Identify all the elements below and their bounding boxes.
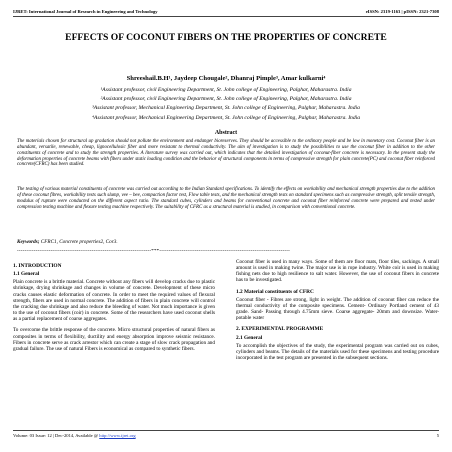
section-heading: 2. EXPERIMENTAL PROGRAMME xyxy=(236,326,324,333)
keywords-text: CFRC1, Concrete properties2, Cor3. xyxy=(40,239,118,245)
subsection-heading: 2.1 General xyxy=(236,334,263,341)
affiliation: ¹Assistant professor, civil Engineering Department, St. John college of Engineering, Palghar, Maharastra. India xyxy=(100,87,352,93)
keywords xyxy=(17,239,435,245)
journal-link[interactable]: http://www.ijret.org xyxy=(99,433,136,438)
body-paragraph: To accomplish the objectives of the study, the experimental program was carried out on cubes, cylinders and beams. The details of the materials used for these specimens and testing procedure incorporated in the test program are presented in the subsequent sections. xyxy=(236,342,439,362)
section-separator: ------------------------------------------------------------------------***---------------------------------------------------------------------- xyxy=(17,249,290,254)
subsection-heading: 1.2 Material constituents of CFRC xyxy=(236,288,314,295)
left-column xyxy=(13,259,215,357)
header-rule xyxy=(13,16,439,17)
paper-title: EFFECTS OF COCONUT FIBERS ON THE PROPERTIES OF CONCRETE xyxy=(65,32,387,43)
body-paragraph: To overcome the brittle response of the concrete. Micro structural properties of natural fibers as composites in terms of flexibility, ductility and energy absorption improve seismic resistance. Fibers in concrete serve as crack arrestor which can create a stage of slow crack propagation and gradual failure. The use of natural Fibers is economical as compared to synthetic fibers. xyxy=(13,327,215,352)
body-paragraph: Coconut fiber is used in many ways. Some of them are floor mats, floor tiles, sackings. A small amount is used in making twine. The major use is in rope industry. White coir is used in making fishing nets due to high resilience to salt water. However, the use of coconut fibers in concrete has to be investigated. xyxy=(236,259,439,284)
page-number: 5 xyxy=(436,433,439,438)
section-heading: 1. INTRODUCTION xyxy=(13,263,62,269)
body-paragraph: Plain concrete is a brittle material. Concrete without any fibers will develop cracks due to plastic shrinkage, drying shrinkage and changes in volume of concrete. Development of these micro cracks causes elastic deformation of concrete. In order to meet the required values of flexural strength, fibers are used in normal concrete. The addition of fibers in plain concrete will control the cracking due shrinkage and also reduce the bleeding of water. Not much importance is given to the use of coconut fibers (coir) in concrete. Some of the researchers have used coconut shells as a partial replacement of coarse aggregates. xyxy=(13,279,215,323)
volume-info: Volume: 03 Issue: 12 | Dec-2014, Available @ xyxy=(13,433,99,438)
right-column xyxy=(236,259,439,366)
subsection-heading: 1.1 General xyxy=(13,271,40,278)
abstract-paragraph: The testing of various material constituents of concrete was carried out according to the Indian Standard specifications. To identify the effects on workability and mechanical strength properties due to the addition of these coconut fibres, workability tests such slump, vee – bee, compaction factor test, Flow table tests, and the mechanical strength tests on standard specimens such as compressive strength, split tensile strength, modulus of rupture were conducted on the different aspect ratio. The standard cubes, cylinders and beams for conventional concrete and coconut fiber reinforced concrete were prepared and tested under compression testing machine and flexure testing machine respectively. The suitability of CFRC as a structural material is studied, in comparison with conventional concrete. xyxy=(17,187,435,210)
affiliations xyxy=(40,87,412,124)
author-list: Shreeshail.B.H¹, Jaydeep Chougale², Dhanraj Pimple³, Amar kulkarni⁴ xyxy=(126,75,326,82)
abstract-paragraph: The materials chosen for structural up gradation should not pollute the environment and endanger bioreserves. They should be accessible to the ordinary people and be low in monetary cost. Coconut fiber is an abundant, versatile, renewable, cheap, lignocellulosic fiber and more resistant to thermal conductivity. The aim of investigation is to study the possibilities to use the coconut fiber in addition to the other constituents of concrete and to study the strength properties. A literature survey was carried out, which indicates that the detailed investigation of coconut-fiber concrete is necessary. In the present study the deformation properties of concrete beams with fibers under static loading condition and the behavior of structural components in terms of compressive strength for plain concrete(PC) and coconut fiber reinforced concrete(CFRC) has been studied. xyxy=(17,139,435,168)
affiliation: ⁴Assistant professor, Mechanical Engineering Department, St. John college of Engineering, Palghar, Maharastra. India xyxy=(91,114,361,121)
keywords-label: Keywords; xyxy=(17,239,40,245)
issn: eISSN: 2319-1163 | pISSN: 2321-7308 xyxy=(365,9,439,14)
affiliation: ³Assistant professor, Mechanical Engineering Department, St. John college of Engineering, Palghar, Maharastra. India xyxy=(92,105,360,112)
abstract-heading: Abstract xyxy=(214,130,238,136)
journal-name: IJRET: International Journal of Research in Engineering and Technology xyxy=(13,9,158,14)
journal-header xyxy=(13,9,439,14)
affiliation: ²Assistant professor, civil Engineering Department, St. John college of Engineering, Palghar, Maharastra. India xyxy=(100,96,352,103)
body-paragraph: Coconut fiber - Fibres are strong, light in weight. The addition of coconut fiber can reduce the thermal conductivity of the composite specimens. Cement- Ordinary Portland cement of 43 grade. Sand- Passing through 4.75mm sieve. Coarse aggregate- 20mm and downsize. Water- potable water xyxy=(236,296,439,322)
journal-footer xyxy=(13,433,439,438)
footer-rule xyxy=(13,430,439,431)
